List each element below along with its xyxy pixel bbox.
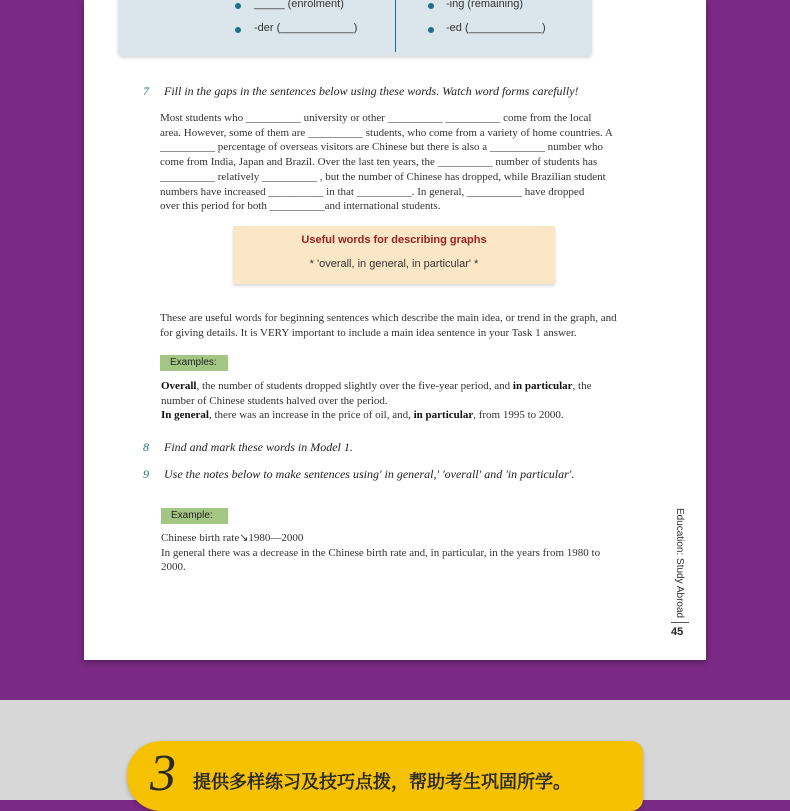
info-paragraph bbox=[160, 311, 647, 340]
side-running-title: Education: Study Abroad bbox=[674, 508, 685, 619]
example-block bbox=[161, 531, 647, 575]
paragraph-line: numbers have increased __________ in that __________. In general, __________ have dropped bbox=[160, 185, 585, 198]
question-text: Find and mark these words in Model 1. bbox=[164, 440, 353, 454]
word-item: -der (____________) bbox=[254, 22, 358, 34]
feature-number: 3 bbox=[150, 745, 176, 802]
paragraph-line: come from India, Japan and Brazil. Over the last ten years, the __________ number of students has bbox=[160, 156, 598, 169]
question-text: Use the notes below to make sentences using' in general,' 'overall' and 'in particular'. bbox=[164, 467, 575, 481]
bold-word: Overall bbox=[161, 380, 197, 392]
paragraph-line: These are useful words for beginning sentences which describe the main idea, or trend in the graph, and bbox=[160, 312, 617, 324]
example-label: Example: bbox=[161, 508, 228, 524]
word-item: -ed (____________) bbox=[446, 22, 546, 34]
example-line bbox=[161, 408, 647, 423]
word-item: _____ (enrolment) bbox=[254, 0, 344, 10]
gap-fill-paragraph bbox=[160, 111, 647, 214]
example-note: Chinese birth rate↘1980—2000 bbox=[161, 532, 304, 544]
example-text: , the bbox=[572, 380, 592, 392]
paragraph-line: area. However, some of them are __________ students, who come from a variety of home countries. A bbox=[160, 126, 613, 139]
page-number: 45 bbox=[671, 626, 684, 638]
tip-title: Useful words for describing graphs bbox=[301, 234, 487, 246]
examples-text bbox=[161, 379, 647, 423]
example-sentence-line: In general there was a decrease in the Chinese birth rate and, in particular, in the years from 1980 to bbox=[161, 546, 601, 559]
example-text: , there was an increase in the price of oil, and, bbox=[208, 409, 414, 422]
bullet-icon bbox=[235, 27, 241, 33]
paragraph-line: Most students who __________ university or other __________ __________ come from the local bbox=[160, 112, 592, 124]
question-text: Fill in the gaps in the sentences below using these words. Watch word forms carefully! bbox=[164, 84, 579, 98]
box-divider bbox=[395, 0, 396, 52]
tip-text: * 'overall, in general, in particular' * bbox=[309, 258, 479, 270]
page-number-rule bbox=[671, 622, 689, 623]
question-number: 7 bbox=[143, 84, 149, 98]
feature-text: 提供多样练习及技巧点拨，帮助考生巩固所学。 bbox=[193, 772, 571, 793]
question-number: 9 bbox=[143, 467, 149, 481]
bullet-icon bbox=[428, 3, 434, 9]
example-line: number of Chinese students halved over the period. bbox=[161, 394, 388, 407]
word-item: -ing (remaining) bbox=[446, 0, 524, 10]
bold-word: In general bbox=[161, 409, 209, 422]
useful-words-box bbox=[233, 226, 555, 284]
example-text: , from 1995 to 2000. bbox=[473, 409, 564, 422]
paragraph-line: __________ relatively __________ , but the number of Chinese has dropped, while Brazilian student bbox=[160, 170, 606, 183]
example-line bbox=[161, 379, 647, 394]
bold-word: in particular bbox=[512, 380, 573, 392]
example-text: , the number of students dropped slightly over the five-year period, and bbox=[196, 380, 513, 392]
bullet-icon bbox=[235, 3, 241, 9]
examples-label: Examples: bbox=[160, 355, 228, 371]
question-number: 8 bbox=[143, 440, 149, 454]
example-sentence-line: 2000. bbox=[161, 561, 186, 574]
paragraph-line: over this period for both __________and international students. bbox=[160, 200, 441, 213]
bullet-icon bbox=[428, 27, 434, 33]
bold-word: in particular bbox=[413, 409, 474, 422]
paragraph-line: for giving details. It is VERY important to include a main idea sentence in your Task 1 answer. bbox=[160, 326, 577, 339]
paragraph-line: __________ percentage of overseas visitors are Chinese but there is also a __________ number who bbox=[160, 141, 603, 154]
